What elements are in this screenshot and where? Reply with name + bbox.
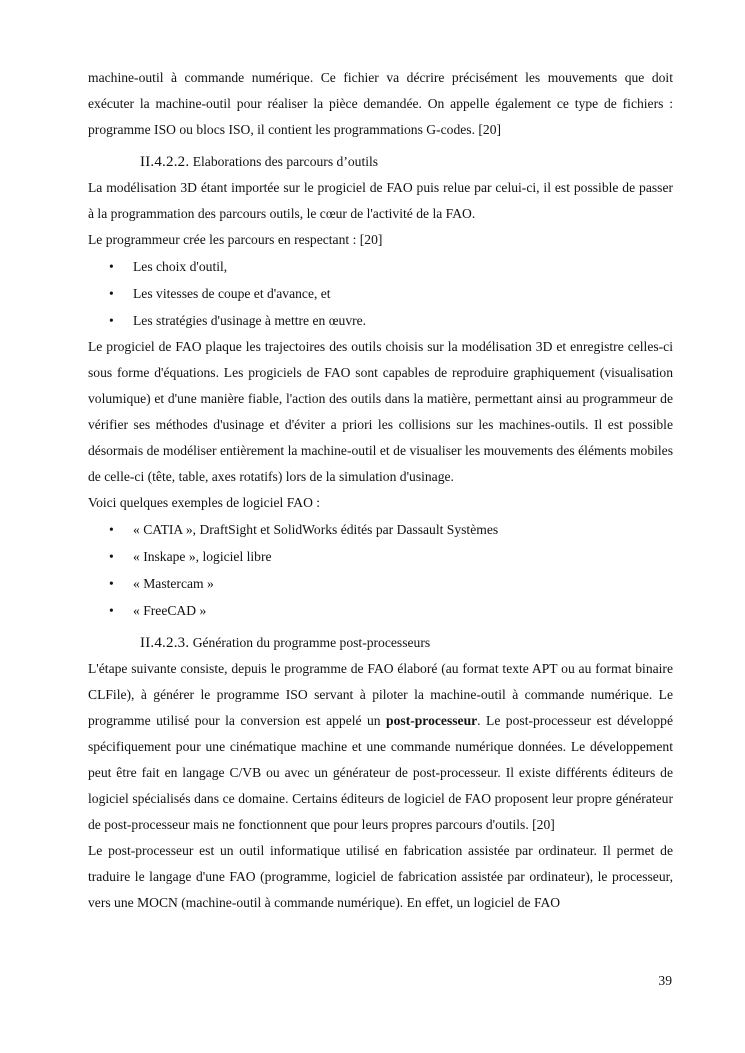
section-heading-generation <box>140 630 673 656</box>
list-item: • Les stratégies d'usinage à mettre en œuvre. <box>88 307 673 334</box>
list-item: • « Inskape », logiciel libre <box>88 543 673 570</box>
section-title: Génération du programme post-processeurs <box>192 635 431 650</box>
section-heading-elaborations <box>140 149 673 175</box>
intro-paragraph: machine-outil à commande numérique. Ce fichier va décrire précisément les mouvements que doit exécuter la machine-outil pour réaliser la pièce demandée. On appelle également ce type de fichiers : programme ISO ou blocs ISO, il contient les programmations G-codes. [20] <box>88 70 673 137</box>
list-item: • « Mastercam » <box>88 570 673 597</box>
paragraph-modelisation: La modélisation 3D étant importée sur le progiciel de FAO puis relue par celui-ci, il est possible de passer à la programmation des parcours outils, le cœur de l'activité de la FAO. <box>88 180 673 221</box>
paragraph-exemples: Voici quelques exemples de logiciel FAO : <box>88 495 321 510</box>
bullet-icon: • <box>109 549 114 564</box>
paragraph-etape-suivante: L'étape suivante consiste, depuis le programme de FAO élaboré (au format texte APT ou au format binaire CLFile), à générer le programme ISO servant à piloter la machine-outil à commande numérique. Le programme utilisé pour la conversion est appelé un post-processeur. Le post-processeur est développé spécifiquement pour une cinématique machine et une commande numérique données. Le développement peut être fait en langage C/VB ou avec un générateur de post-processeur. Il existe différents éditeurs de logiciel spécialisés dans ce domaine. Certains éditeurs de logiciel de FAO proposent leur propre générateur de post-processeur mais ne fonctionnent que pour leurs propres parcours d'outils. [20] <box>88 661 673 832</box>
section-title: Elaborations des parcours d’outils <box>192 154 379 169</box>
bullet-icon: • <box>109 522 114 537</box>
bullet-icon: • <box>109 259 114 274</box>
software-list <box>88 516 673 624</box>
list-item: • « CATIA », DraftSight et SolidWorks édités par Dassault Systèmes <box>88 516 673 543</box>
section-number: II.4.2.3. <box>140 635 190 651</box>
list-item: • Les vitesses de coupe et d'avance, et <box>88 280 673 307</box>
list-item: • Les choix d'outil, <box>88 253 673 280</box>
paragraph-post-processeur: Le post-processeur est un outil informatique utilisé en fabrication assistée par ordinateur. Il permet de traduire le langage d'une FAO (programme, logiciel de fabrication assistée par ordinateur), le processeur, vers une MOCN (machine-outil à commande numérique). En effet, un logiciel de FAO <box>88 843 673 910</box>
paragraph-programmeur: Le programmeur crée les parcours en respectant : [20] <box>88 232 383 247</box>
bullet-icon: • <box>109 286 114 301</box>
page-number: 39 <box>658 973 672 988</box>
bold-term-post-processeur: post-processeur <box>386 713 478 728</box>
bullet-icon: • <box>109 576 114 591</box>
list-item: • « FreeCAD » <box>88 597 673 624</box>
bullet-icon: • <box>109 603 114 618</box>
section-number: II.4.2.2. <box>140 154 190 170</box>
paragraph-progiciel: Le progiciel de FAO plaque les trajectoires des outils choisis sur la modélisation 3D et enregistre celles-ci sous forme d'équations. Les progiciels de FAO sont capables de reproduire graphiquement (visualisation volumique) et d'une manière fiable, l'action des outils dans la matière, permettant ainsi au programmeur de vérifier ses méthodes d'usinage et d'éviter a priori les collisions sur les machines-outils. Il est possible désormais de modéliser entièrement la machine-outil et de visualiser les mouvements des éléments mobiles de celle-ci (tête, table, axes rotatifs) lors de la simulation d'usinage. <box>88 339 673 484</box>
criteria-list <box>88 253 673 334</box>
document-page <box>88 65 673 916</box>
bullet-icon: • <box>109 313 114 328</box>
